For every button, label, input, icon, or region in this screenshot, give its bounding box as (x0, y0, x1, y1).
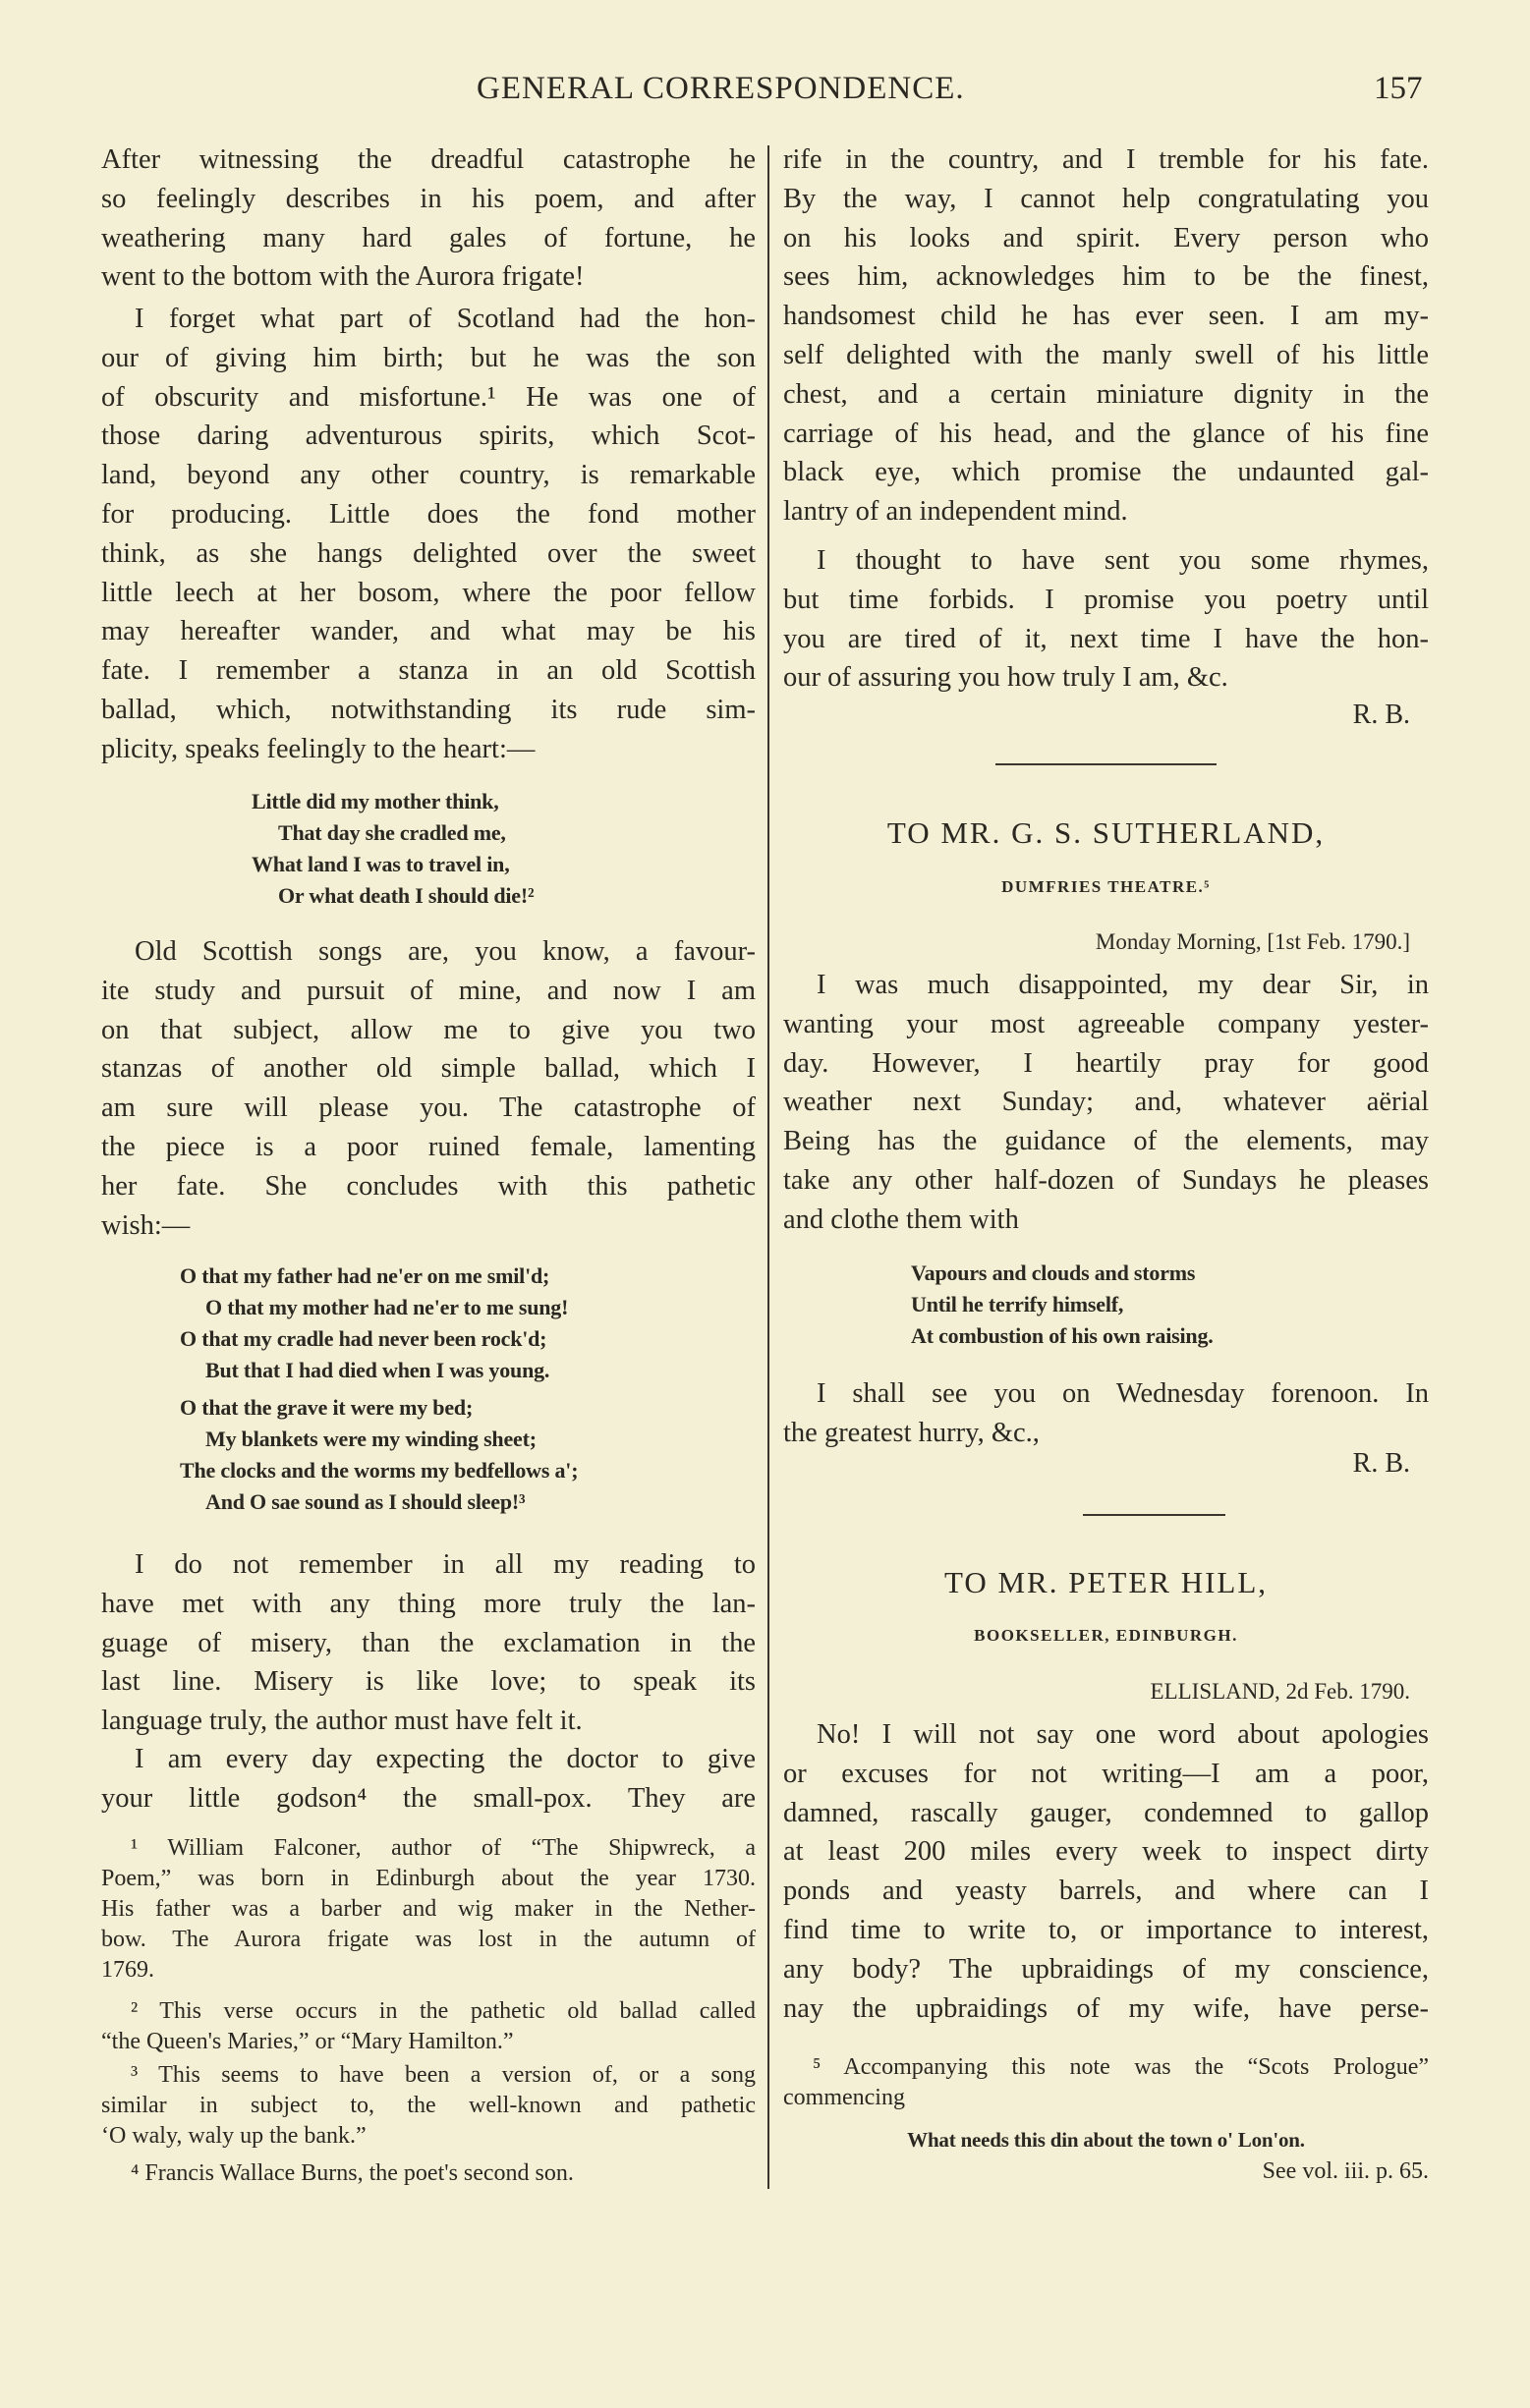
verse-line: O that the grave it were my bed; (180, 1395, 474, 1420)
verse-line: But that I had died when I was young. (205, 1358, 550, 1382)
section-rule (995, 763, 1217, 765)
text-line: 1769. (101, 1957, 154, 1983)
text-line: weather next Sunday; and, whatever aërial (783, 1087, 1429, 1118)
text-line: any body? The upbraidings of my conscience, (783, 1953, 1429, 1985)
verse-line: The clocks and the worms my bedfellows a'; (180, 1458, 579, 1483)
paragraph (783, 140, 1429, 532)
text-line: ballad, which, notwithstanding its rude sim- (101, 694, 756, 725)
running-head: GENERAL CORRESPONDENCE. (477, 71, 965, 106)
text-line: her fate. She concludes with this pathetic (101, 1170, 756, 1202)
text-line: handsomest child he has ever seen. I am my- (783, 301, 1429, 332)
text-line: sees him, acknowledges him to be the finest, (783, 261, 1429, 293)
text-line: I am every day expecting the doctor to give (135, 1744, 756, 1774)
verse-line: O that my cradle had never been rock'd; (180, 1326, 547, 1351)
text-line: ³ This seems to have been a version of, or a song (131, 2062, 756, 2088)
section-rule (1083, 1514, 1225, 1516)
text-line: By the way, I cannot help congratulating you (783, 183, 1429, 214)
paragraph (101, 932, 756, 1245)
text-line: stanzas of another old simple ballad, which I (101, 1053, 756, 1085)
text-line: am sure will please you. The catastrophe of (101, 1092, 756, 1124)
column-divider (767, 145, 769, 2189)
text-line: ponds and yeasty barrels, and where can I (783, 1876, 1429, 1907)
letter-subheading: DUMFRIES THEATRE.⁵ (1001, 877, 1211, 896)
text-line: carriage of his head, and the glance of his fine (783, 418, 1429, 449)
text-line: After witnessing the dreadful catastrophe he (101, 144, 756, 175)
text-line: Old Scottish songs are, you know, a favour- (135, 936, 756, 967)
verse-line: And O sae sound as I should sleep!³ (205, 1489, 526, 1514)
text-line: ⁴ Francis Wallace Burns, the poet's second son. (131, 2160, 574, 2186)
text-line: guage of misery, than the exclamation in the (101, 1627, 756, 1658)
text-line: plicity, speaks feelingly to the heart:— (101, 733, 536, 764)
verse-line: Or what death I should die!² (278, 883, 535, 908)
verse-line: At combustion of his own raising. (911, 1323, 1214, 1348)
text-line: of obscurity and misfortune.¹ He was one of (101, 381, 756, 413)
text-line: on his looks and spirit. Every person who (783, 222, 1429, 253)
text-line: or excuses for not writing—I am a poor, (783, 1758, 1429, 1789)
letter-subheading: BOOKSELLER, EDINBURGH. (974, 1626, 1238, 1645)
letter-dateline: ELLISLAND, 2d Feb. 1790. (1150, 1679, 1410, 1704)
text-line: “the Queen's Maries,” or “Mary Hamilton.” (101, 2029, 514, 2054)
verse-stanza (101, 1260, 756, 1386)
verse-line: O that my father had ne'er on me smil'd; (180, 1263, 550, 1288)
text-line: I was much disappointed, my dear Sir, in (817, 970, 1429, 1000)
text-line: may hereafter wander, and what may be his (101, 616, 756, 647)
text-line: ⁵ Accompanying this note was the “Scots Prologue” (813, 2054, 1429, 2080)
paragraph (783, 966, 1429, 1240)
verse-line: Vapours and clouds and storms (911, 1260, 1196, 1285)
verse-quote (101, 786, 756, 912)
text-line: I shall see you on Wednesday forenoon. In (817, 1378, 1429, 1409)
paragraph (101, 300, 756, 769)
text-line: have met with any thing more truly the lan- (101, 1588, 756, 1619)
text-line: our of giving him birth; but he was the son (101, 342, 756, 373)
text-line: and clothe them with (783, 1204, 1019, 1235)
text-line: but time forbids. I promise you poetry until (783, 584, 1429, 615)
signature: R. B. (1352, 700, 1410, 730)
verse-line: What land I was to travel in, (252, 852, 510, 876)
text-line: wanting your most agreeable company yester- (783, 1008, 1429, 1039)
text-line: you are tired of it, next time I have the hon- (783, 623, 1429, 654)
text-line: so feelingly describes in his poem, and after (101, 183, 756, 214)
verse-line: That day she cradled me, (278, 820, 506, 845)
verse-stanza (101, 1392, 756, 1518)
text-line: day. However, I heartily pray for good (783, 1047, 1429, 1079)
text-line: ite study and pursuit of mine, and now I am (101, 975, 756, 1006)
paragraph (101, 1545, 756, 1741)
text-line: No! I will not say one word about apologies (817, 1719, 1429, 1750)
letter-dateline: Monday Morning, [1st Feb. 1790.] (1095, 929, 1410, 954)
footnote-5 (783, 2052, 1429, 2113)
text-line: nay the upbraidings of my wife, have perse- (783, 1992, 1429, 2024)
text-line: similar in subject to, the well-known and pathetic (101, 2093, 756, 2118)
text-line: little leech at her bosom, where the poor fellow (101, 577, 756, 608)
paragraph (783, 541, 1429, 698)
verse-line: My blankets were my winding sheet; (205, 1427, 537, 1451)
paragraph (783, 1715, 1429, 2028)
text-line: take any other half-dozen of Sundays he pleases (783, 1164, 1429, 1196)
text-line: damned, rascally gauger, condemned to gallop (783, 1797, 1429, 1828)
footnote-4 (101, 2158, 756, 2189)
verse-line: Little did my mother think, (252, 789, 499, 813)
text-line: commencing (783, 2085, 905, 2110)
text-line: lantry of an independent mind. (783, 496, 1128, 528)
footnote-2 (101, 1996, 756, 2057)
paragraph (101, 1740, 756, 1819)
text-line: ‘O waly, waly up the bank.” (101, 2123, 367, 2149)
text-line: our of assuring you how truly I am, &c. (783, 662, 1228, 694)
paragraph (101, 140, 756, 297)
verse-line: O that my mother had ne'er to me sung! (205, 1295, 569, 1319)
text-line: land, beyond any other country, is remarkable (101, 460, 756, 491)
verse-quote (783, 1258, 1429, 1352)
text-line: the greatest hurry, &c., (783, 1417, 1040, 1448)
text-line: wish:— (101, 1209, 191, 1241)
text-line: on that subject, allow me to give you two (101, 1014, 756, 1045)
text-line: those daring adventurous spirits, which Scot- (101, 420, 756, 452)
text-line: Poem,” was born in Edinburgh about the year 1730. (101, 1866, 756, 1891)
text-line: for producing. Little does the fond mother (101, 498, 756, 530)
text-line: I thought to have sent you some rhymes, (817, 545, 1429, 576)
text-line: fate. I remember a stanza in an old Scottish (101, 655, 756, 687)
text-line: think, as she hangs delighted over the sweet (101, 537, 756, 569)
text-line: black eye, which promise the undaunted gal- (783, 457, 1429, 488)
text-line: went to the bottom with the Aurora frigate! (101, 261, 585, 293)
footnote-1 (101, 1833, 756, 1986)
text-line: bow. The Aurora frigate was lost in the autumn of (101, 1927, 756, 1952)
letter-heading: TO MR. G. S. SUTHERLAND, (886, 815, 1326, 850)
text-line: I forget what part of Scotland had the hon- (135, 304, 756, 334)
text-line: last line. Misery is like love; to speak its (101, 1666, 756, 1698)
text-line: language truly, the author must have felt it. (101, 1706, 583, 1737)
page-number: 157 (1374, 71, 1423, 106)
text-line: at least 200 miles every week to inspect dirty (783, 1836, 1429, 1868)
paragraph (783, 1374, 1429, 1453)
footnote-quote: What needs this din about the town o' Lon'on. (907, 2128, 1305, 2152)
footnote-reference: See vol. iii. p. 65. (1262, 2158, 1429, 2184)
text-line: ² This verse occurs in the pathetic old ballad called (131, 1998, 756, 2024)
verse-line: Until he terrify himself, (911, 1292, 1124, 1316)
letter-heading: TO MR. PETER HILL, (943, 1565, 1269, 1599)
text-line: weathering many hard gales of fortune, he (101, 222, 756, 253)
text-line: rife in the country, and I tremble for his fate. (783, 144, 1429, 175)
text-line: ¹ William Falconer, author of “The Shipwreck, a (131, 1835, 756, 1861)
text-line: Being has the guidance of the elements, may (783, 1126, 1429, 1157)
text-line: the piece is a poor ruined female, lamenting (101, 1131, 756, 1162)
text-line: His father was a barber and wig maker in the Nether- (101, 1896, 756, 1922)
text-line: I do not remember in all my reading to (135, 1549, 756, 1580)
text-line: find time to write to, or importance to interest, (783, 1914, 1429, 1945)
signature: R. B. (1352, 1448, 1410, 1479)
text-line: chest, and a certain miniature dignity in the (783, 378, 1429, 410)
footnote-3 (101, 2060, 756, 2152)
text-line: your little godson⁴ the small-pox. They are (101, 1782, 756, 1814)
text-line: self delighted with the manly swell of his little (783, 339, 1429, 370)
